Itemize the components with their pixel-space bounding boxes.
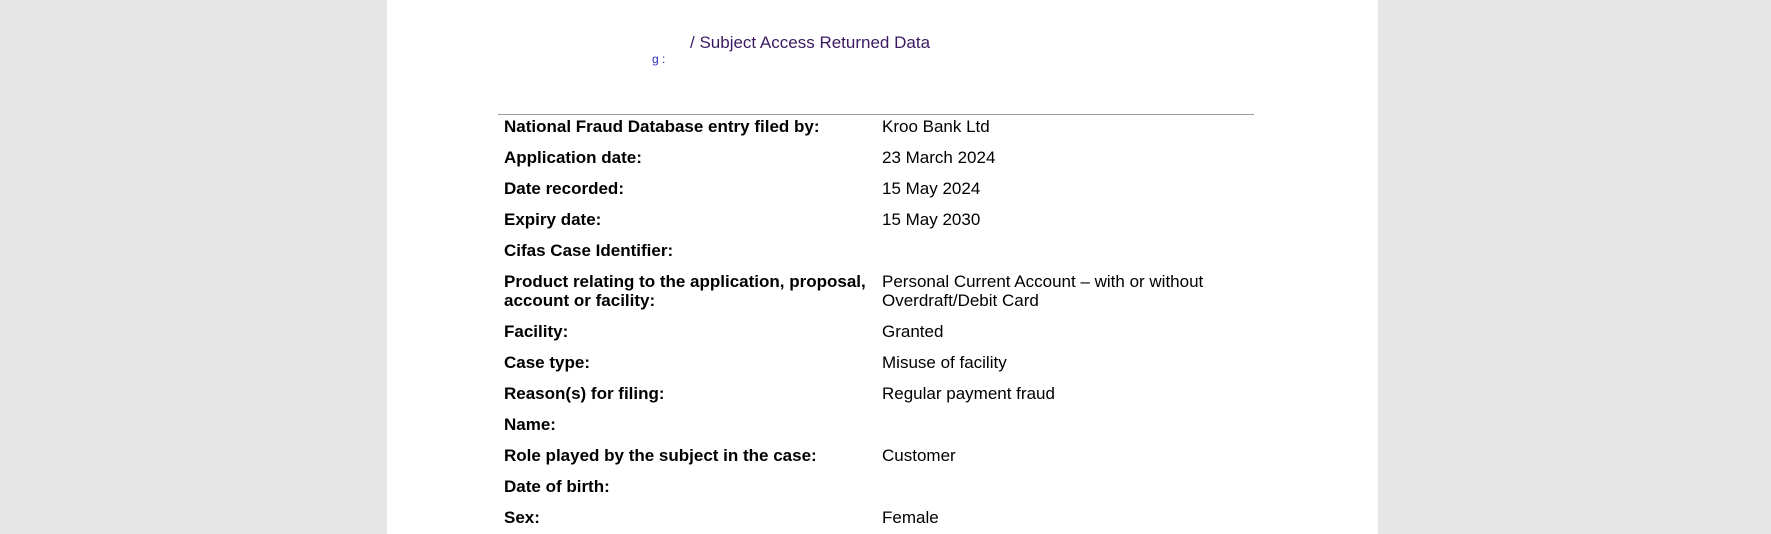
document-header-title: / Subject Access Returned Data xyxy=(690,33,931,52)
field-value xyxy=(882,239,1244,241)
field-row-expiry-date xyxy=(504,208,1244,239)
field-row-sex xyxy=(504,506,1244,534)
field-row-facility xyxy=(504,320,1244,351)
field-row-case-type xyxy=(504,351,1244,382)
document-page xyxy=(387,0,1378,534)
field-value xyxy=(882,475,1244,477)
field-value: Granted xyxy=(882,322,944,341)
field-label: Facility: xyxy=(504,322,569,341)
field-label: Product relating to the application, proposal, account or facility: xyxy=(504,272,866,310)
field-label: Role played by the subject in the case: xyxy=(504,446,817,465)
field-label: National Fraud Database entry filed by: xyxy=(504,117,820,136)
field-label: Application date: xyxy=(504,148,642,167)
field-row-application-date xyxy=(504,146,1244,177)
field-value: Kroo Bank Ltd xyxy=(882,117,990,136)
field-label: Cifas Case Identifier: xyxy=(504,241,674,260)
field-row-reasons xyxy=(504,382,1244,413)
field-row-date-recorded xyxy=(504,177,1244,208)
field-value: Customer xyxy=(882,446,956,465)
field-row-filed-by xyxy=(504,115,1244,146)
field-label: Name: xyxy=(504,415,556,434)
field-value: 15 May 2030 xyxy=(882,210,981,229)
field-label: Sex: xyxy=(504,508,540,527)
field-value xyxy=(882,413,1244,415)
field-label: Reason(s) for filing: xyxy=(504,384,665,403)
field-label: Date of birth: xyxy=(504,477,610,496)
field-value: 15 May 2024 xyxy=(882,179,981,198)
field-row-case-identifier xyxy=(504,239,1244,270)
field-value: 23 March 2024 xyxy=(882,148,996,167)
field-row-product xyxy=(504,270,1244,320)
field-value: Regular payment fraud xyxy=(882,384,1055,403)
document-header-subtitle: g : xyxy=(652,52,666,66)
field-label: Expiry date: xyxy=(504,210,602,229)
field-value: Female xyxy=(882,508,939,527)
field-row-name xyxy=(504,413,1244,444)
field-value: Personal Current Account – with or without Overdraft/Debit Card xyxy=(882,272,1204,310)
field-row-date-of-birth xyxy=(504,475,1244,506)
record-fields xyxy=(504,115,1244,534)
field-label: Date recorded: xyxy=(504,179,624,198)
field-value: Misuse of facility xyxy=(882,353,1007,372)
field-row-role xyxy=(504,444,1244,475)
field-label: Case type: xyxy=(504,353,590,372)
